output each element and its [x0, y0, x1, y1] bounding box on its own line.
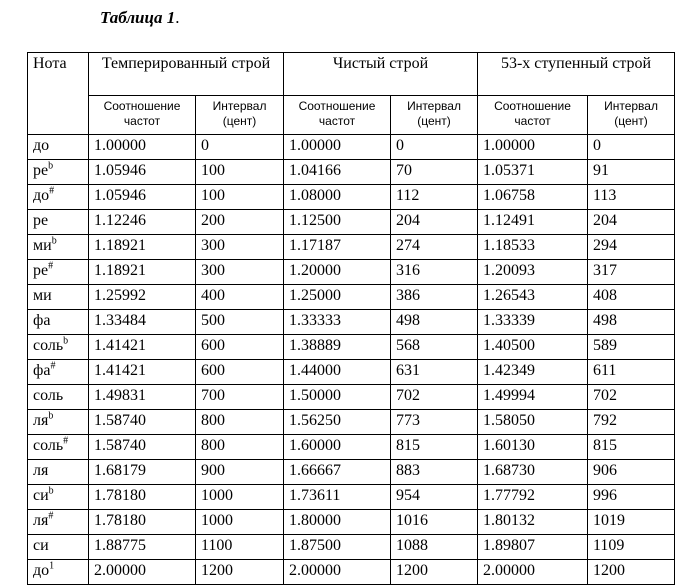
pure-interval-cell: 815 — [391, 435, 478, 460]
pure-interval-cell: 954 — [391, 485, 478, 510]
step53-ratio-cell: 1.58050 — [478, 410, 588, 435]
step53-interval-cell: 815 — [588, 435, 675, 460]
table-row — [28, 510, 675, 535]
pure-interval-cell: 386 — [391, 285, 478, 310]
header-pure: Чистый строй — [284, 53, 478, 96]
note-accidental: b — [48, 410, 54, 422]
step53-ratio-cell: 1.89807 — [478, 535, 588, 560]
note-cell — [28, 260, 89, 285]
note-name: ля — [33, 412, 49, 429]
step53-interval-cell: 1019 — [588, 510, 675, 535]
tempered-ratio-cell: 1.58740 — [89, 410, 196, 435]
table-caption — [100, 8, 179, 28]
note-name: ля — [33, 462, 49, 479]
tempered-interval-cell: 400 — [196, 285, 284, 310]
note-cell — [28, 460, 89, 485]
note-cell — [28, 185, 89, 210]
pure-ratio-cell: 1.20000 — [284, 260, 391, 285]
table-row — [28, 410, 675, 435]
tempered-ratio-cell: 1.49831 — [89, 385, 196, 410]
pure-interval-cell: 1016 — [391, 510, 478, 535]
note-name: ми — [33, 287, 52, 304]
step53-ratio-cell: 1.00000 — [478, 135, 588, 160]
note-accidental: # — [48, 260, 54, 272]
header-row-groups — [28, 53, 675, 96]
tempered-interval-cell: 1100 — [196, 535, 284, 560]
tempered-interval-cell: 1000 — [196, 485, 284, 510]
note-cell — [28, 385, 89, 410]
tempered-interval-cell: 600 — [196, 360, 284, 385]
note-name: ре — [33, 212, 49, 229]
tempered-interval-cell: 300 — [196, 235, 284, 260]
note-accidental: b — [63, 335, 69, 347]
pure-interval-cell: 112 — [391, 185, 478, 210]
pure-ratio-cell: 1.73611 — [284, 485, 391, 510]
pure-ratio-cell: 1.08000 — [284, 185, 391, 210]
note-cell — [28, 435, 89, 460]
pure-ratio-cell: 1.38889 — [284, 335, 391, 360]
note-cell — [28, 360, 89, 385]
pure-interval-cell: 498 — [391, 310, 478, 335]
tempered-ratio-cell: 1.33484 — [89, 310, 196, 335]
note-name: до — [33, 187, 50, 204]
table-row — [28, 235, 675, 260]
table-row — [28, 535, 675, 560]
table-row — [28, 560, 675, 585]
step53-ratio-cell: 1.77792 — [478, 485, 588, 510]
tempered-interval-cell: 800 — [196, 410, 284, 435]
step53-interval-cell: 589 — [588, 335, 675, 360]
note-cell — [28, 235, 89, 260]
tempered-ratio-cell: 1.78180 — [89, 510, 196, 535]
caption-dot: . — [175, 8, 180, 27]
step53-ratio-cell: 1.05371 — [478, 160, 588, 185]
step53-interval-cell: 906 — [588, 460, 675, 485]
note-accidental: b — [48, 485, 54, 497]
note-name: фа — [33, 362, 51, 379]
subheader-ratio: Соотношение частот — [478, 96, 588, 135]
header-note: Нота — [28, 53, 89, 135]
pure-ratio-cell: 2.00000 — [284, 560, 391, 585]
table-row — [28, 485, 675, 510]
table-body — [28, 135, 675, 585]
note-cell — [28, 335, 89, 360]
note-name: до — [33, 137, 50, 154]
table-row — [28, 285, 675, 310]
step53-interval-cell: 91 — [588, 160, 675, 185]
step53-ratio-cell: 1.42349 — [478, 360, 588, 385]
step53-interval-cell: 611 — [588, 360, 675, 385]
header-tempered: Темперированный строй — [89, 53, 284, 96]
note-cell — [28, 210, 89, 235]
step53-ratio-cell: 1.68730 — [478, 460, 588, 485]
caption-title: Таблица 1 — [100, 8, 176, 27]
tempered-interval-cell: 100 — [196, 160, 284, 185]
note-accidental: b — [48, 160, 54, 172]
note-name: соль — [33, 437, 64, 454]
pure-interval-cell: 1200 — [391, 560, 478, 585]
pure-interval-cell: 204 — [391, 210, 478, 235]
tempered-interval-cell: 900 — [196, 460, 284, 485]
step53-ratio-cell: 1.18533 — [478, 235, 588, 260]
table-row — [28, 185, 675, 210]
tempered-interval-cell: 200 — [196, 210, 284, 235]
note-cell — [28, 160, 89, 185]
step53-interval-cell: 1200 — [588, 560, 675, 585]
note-name: фа — [33, 312, 51, 329]
note-cell — [28, 310, 89, 335]
pure-ratio-cell: 1.04166 — [284, 160, 391, 185]
tempered-ratio-cell: 1.25992 — [89, 285, 196, 310]
tempered-interval-cell: 500 — [196, 310, 284, 335]
tempered-ratio-cell: 1.58740 — [89, 435, 196, 460]
tempered-interval-cell: 700 — [196, 385, 284, 410]
tempered-interval-cell: 1200 — [196, 560, 284, 585]
step53-ratio-cell: 2.00000 — [478, 560, 588, 585]
step53-ratio-cell: 1.26543 — [478, 285, 588, 310]
subheader-ratio: Соотношение частот — [284, 96, 391, 135]
note-name: соль — [33, 387, 64, 404]
step53-ratio-cell: 1.60130 — [478, 435, 588, 460]
header-row-subcolumns — [28, 96, 675, 135]
pure-ratio-cell: 1.44000 — [284, 360, 391, 385]
step53-ratio-cell: 1.20093 — [478, 260, 588, 285]
note-accidental: b — [51, 235, 57, 247]
note-name: соль — [33, 337, 64, 354]
tempered-ratio-cell: 1.18921 — [89, 235, 196, 260]
pure-interval-cell: 316 — [391, 260, 478, 285]
tempered-ratio-cell: 1.05946 — [89, 160, 196, 185]
pure-interval-cell: 883 — [391, 460, 478, 485]
pure-ratio-cell: 1.87500 — [284, 535, 391, 560]
pure-ratio-cell: 1.12500 — [284, 210, 391, 235]
note-accidental: # — [63, 435, 69, 447]
note-accidental: # — [48, 510, 54, 522]
subheader-ratio: Соотношение частот — [89, 96, 196, 135]
subheader-interval: Интервал (цент) — [391, 96, 478, 135]
pure-ratio-cell: 1.66667 — [284, 460, 391, 485]
tempered-interval-cell: 0 — [196, 135, 284, 160]
note-cell — [28, 485, 89, 510]
note-cell — [28, 560, 89, 585]
table-row — [28, 460, 675, 485]
note-cell — [28, 510, 89, 535]
step53-ratio-cell: 1.06758 — [478, 185, 588, 210]
tempered-ratio-cell: 1.00000 — [89, 135, 196, 160]
pure-interval-cell: 631 — [391, 360, 478, 385]
pure-interval-cell: 0 — [391, 135, 478, 160]
step53-ratio-cell: 1.49994 — [478, 385, 588, 410]
table-row — [28, 160, 675, 185]
note-accidental: # — [50, 360, 56, 372]
tempered-ratio-cell: 2.00000 — [89, 560, 196, 585]
step53-interval-cell: 408 — [588, 285, 675, 310]
note-name: ре — [33, 262, 49, 279]
pure-interval-cell: 70 — [391, 160, 478, 185]
note-cell — [28, 535, 89, 560]
step53-interval-cell: 792 — [588, 410, 675, 435]
note-name: си — [33, 487, 49, 504]
tempered-ratio-cell: 1.88775 — [89, 535, 196, 560]
pure-interval-cell: 568 — [391, 335, 478, 360]
table-row — [28, 210, 675, 235]
subheader-interval: Интервал (цент) — [196, 96, 284, 135]
step53-interval-cell: 1109 — [588, 535, 675, 560]
table-row — [28, 360, 675, 385]
step53-interval-cell: 996 — [588, 485, 675, 510]
pure-ratio-cell: 1.50000 — [284, 385, 391, 410]
step53-interval-cell: 113 — [588, 185, 675, 210]
note-accidental: # — [49, 185, 55, 197]
table-row — [28, 435, 675, 460]
pure-ratio-cell: 1.33333 — [284, 310, 391, 335]
step53-interval-cell: 317 — [588, 260, 675, 285]
pure-ratio-cell: 1.17187 — [284, 235, 391, 260]
step53-interval-cell: 0 — [588, 135, 675, 160]
tempered-interval-cell: 800 — [196, 435, 284, 460]
pure-interval-cell: 702 — [391, 385, 478, 410]
step53-ratio-cell: 1.12491 — [478, 210, 588, 235]
table-row — [28, 310, 675, 335]
table-row — [28, 385, 675, 410]
note-name: ля — [33, 512, 49, 529]
subheader-interval: Интервал (цент) — [588, 96, 675, 135]
pure-ratio-cell: 1.25000 — [284, 285, 391, 310]
pure-ratio-cell: 1.56250 — [284, 410, 391, 435]
step53-ratio-cell: 1.40500 — [478, 335, 588, 360]
pure-interval-cell: 274 — [391, 235, 478, 260]
tempered-ratio-cell: 1.41421 — [89, 335, 196, 360]
pure-ratio-cell: 1.80000 — [284, 510, 391, 535]
table-row — [28, 260, 675, 285]
step53-ratio-cell: 1.80132 — [478, 510, 588, 535]
pure-interval-cell: 773 — [391, 410, 478, 435]
table-row — [28, 135, 675, 160]
tempered-ratio-cell: 1.12246 — [89, 210, 196, 235]
note-name: ре — [33, 162, 49, 179]
tempered-ratio-cell: 1.05946 — [89, 185, 196, 210]
note-cell — [28, 285, 89, 310]
pure-interval-cell: 1088 — [391, 535, 478, 560]
step53-ratio-cell: 1.33339 — [478, 310, 588, 335]
tempered-interval-cell: 100 — [196, 185, 284, 210]
note-cell — [28, 410, 89, 435]
note-name: ми — [33, 237, 52, 254]
tempered-ratio-cell: 1.68179 — [89, 460, 196, 485]
tempered-interval-cell: 1000 — [196, 510, 284, 535]
note-name: до — [33, 562, 50, 579]
header-53-step: 53-х ступенный строй — [478, 53, 675, 96]
pure-ratio-cell: 1.60000 — [284, 435, 391, 460]
step53-interval-cell: 204 — [588, 210, 675, 235]
step53-interval-cell: 498 — [588, 310, 675, 335]
tempered-ratio-cell: 1.78180 — [89, 485, 196, 510]
note-cell — [28, 135, 89, 160]
table-row — [28, 335, 675, 360]
tuning-table — [27, 52, 675, 585]
note-accidental: 1 — [49, 560, 55, 572]
step53-interval-cell: 294 — [588, 235, 675, 260]
note-name: си — [33, 537, 49, 554]
step53-interval-cell: 702 — [588, 385, 675, 410]
tempered-interval-cell: 600 — [196, 335, 284, 360]
tempered-interval-cell: 300 — [196, 260, 284, 285]
pure-ratio-cell: 1.00000 — [284, 135, 391, 160]
tempered-ratio-cell: 1.18921 — [89, 260, 196, 285]
tempered-ratio-cell: 1.41421 — [89, 360, 196, 385]
